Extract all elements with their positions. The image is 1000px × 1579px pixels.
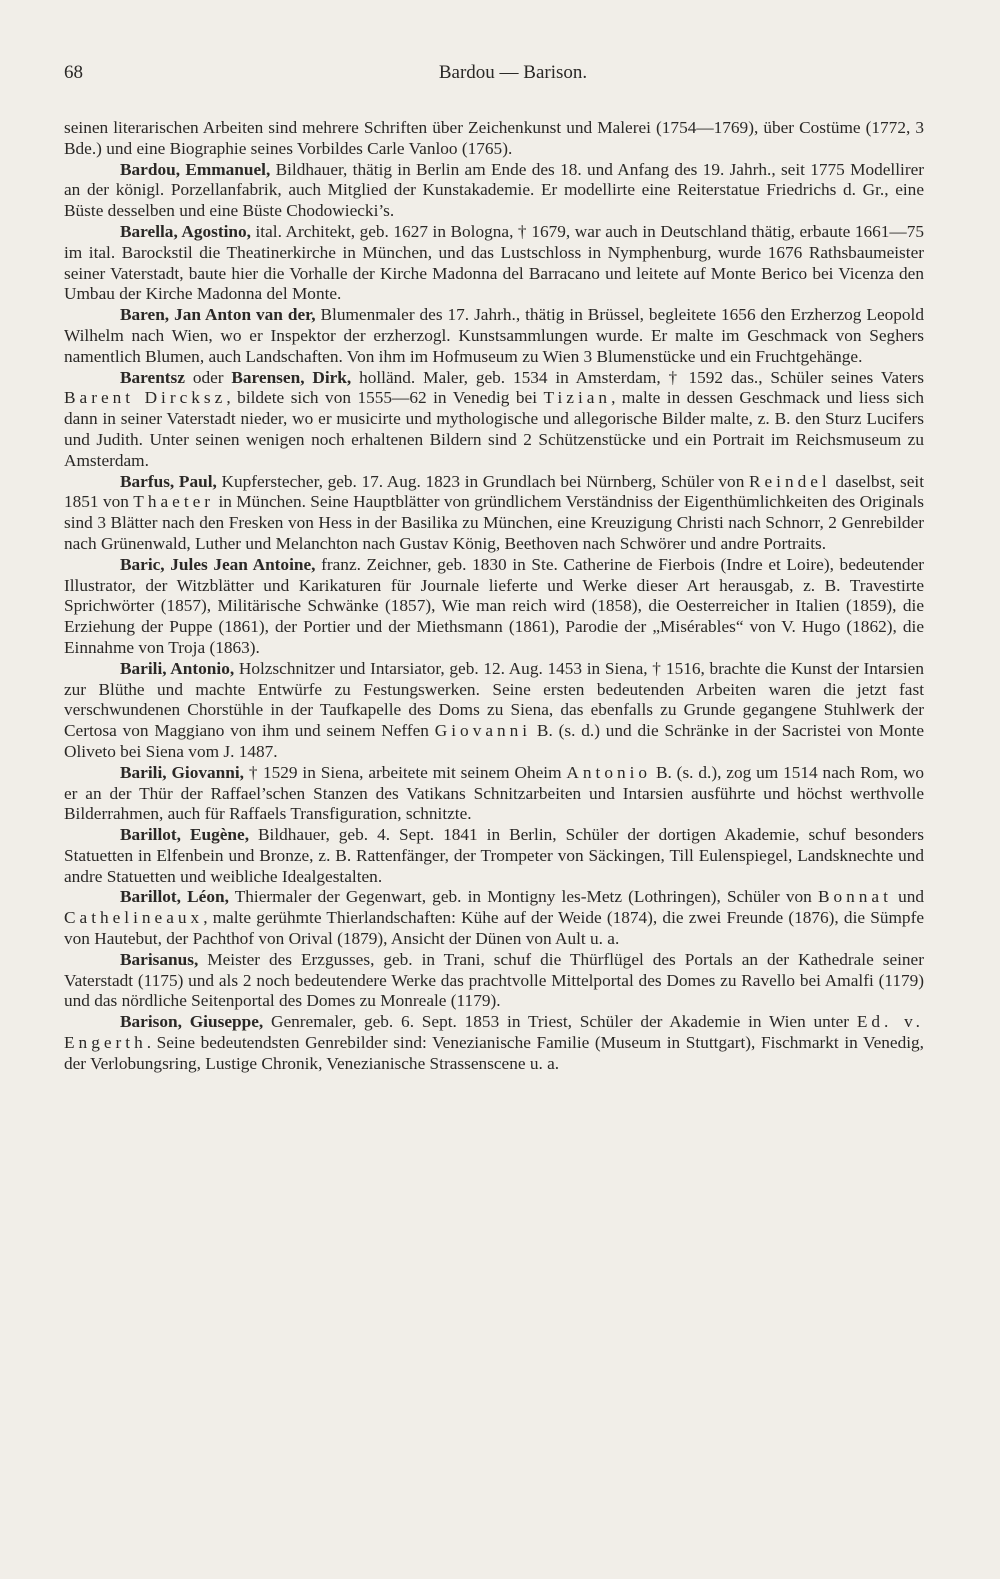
entry-bardou: Bardou, Emmanuel, Bildhauer, thätig in Berlin am Ende des 18. und Anfang des 19. Jahrh., seit 1775 Modellirer an der königl. Porzellanfabrik, auch Mitglied der Kunstakademie. Er modellirte eine Reiterstatue Friedrichs d. Gr., eine Büste desselben und eine Büste Chodowiecki’s. bbox=[64, 159, 924, 221]
headword: Barfus, Paul, bbox=[120, 471, 217, 491]
headword: Barillot, Eugène, bbox=[120, 825, 250, 845]
entry-barili-antonio: Barili, Antonio, Holzschnitzer und Intarsiator, geb. 12. Aug. 1453 in Siena, † 1516, brachte die Kunst der Intarsien zur Blüthe und machte Entwürfe zu Festungswerken. Seine ersten bedeutenden Arbeiten waren die jetzt fast verschwundenen Chorstühle in der Taufkapelle des Doms zu Siena, das ebenfalls zu Grunde gegangene Stuhlwerk der Certosa von Maggiano von ihm und seinem Neffen Giovanni B. (s. d.) und die Schränke in der Sacristei von Monte Oliveto bei Siena vom J. 1487. bbox=[64, 658, 924, 761]
entry-barison: Barison, Giuseppe, Genremaler, geb. 6. Sept. 1853 in Triest, Schüler der Akademie in Wien unter Ed. v. Engerth. Seine bedeutendsten Genrebilder sind: Venezianische Familie (Museum in Stuttgart), Fischmarkt in Venedig, der Verlobungsring, Lustige Chronik, Venezianische Strassenscene u. a. bbox=[64, 1012, 924, 1073]
headword: Barili, Giovanni, bbox=[120, 762, 244, 782]
headword: Bardou, Emmanuel, bbox=[120, 159, 271, 179]
page-header bbox=[64, 62, 922, 88]
page-number: 68 bbox=[64, 62, 83, 83]
headword: Barella, Agostino, bbox=[120, 221, 251, 241]
continuation-paragraph: seinen literarischen Arbeiten sind mehrere Schriften über Zeichenkunst und Malerei (1754—1769), über Costüme (1772, 3 Bde.) und eine Biographie seines Vorbildes Carle Vanloo (1765). bbox=[64, 118, 924, 158]
headword: Barentsz bbox=[120, 367, 185, 387]
entry-barisanus: Barisanus, Meister des Erzgusses, geb. in Trani, schuf die Thürflügel des Portals an der Kathedrale seiner Vaterstadt (1175) und als 2 noch bedeutendere Werke das prachtvolle Mittelportal des Domes zu Ravello bei Amalfi (1179) und das nördliche Seitenportal des Domes zu Monreale (1179). bbox=[64, 949, 924, 1011]
entry-baric: Baric, Jules Jean Antoine, franz. Zeichner, geb. 1830 in Ste. Catherine de Fierbois (Indre et Loire), bedeutender Illustrator, der Witzblätter und Karikaturen für Journale lieferte und Werke dieser Art herausgab, z. B. Travestirte Sprichwörter (1857), Militärische Schwänke (1857), Wie man reich wird (1858), die Oesterreicher in Italien (1859), die Erziehung der Puppe (1861), der Portier und der Miethsmann (1861), Parodie der „Misérables“ von V. Hugo (1862), die Einnahme von Troja (1863). bbox=[64, 554, 924, 657]
headword: Barisanus, bbox=[120, 949, 199, 969]
entry-baren: Baren, Jan Anton van der, Blumenmaler des 17. Jahrh., thätig in Brüssel, begleitete 1656 den Erzherzog Leopold Wilhelm nach Wien, wo er Inspektor der erzherzogl. Kunstsammlungen wurde. Er malte im Geschmack von Seghers namentlich Blumen, auch Landschaften. Von ihm im Hofmuseum zu Wien 3 Blumenstücke und ein Fruchtgehänge. bbox=[64, 305, 924, 366]
headword: Baren, Jan Anton van der, bbox=[120, 305, 316, 325]
entry-barfus: Barfus, Paul, Kupferstecher, geb. 17. Aug. 1823 in Grundlach bei Nürnberg, Schüler von Reindel daselbst, seit 1851 von Thaeter in München. Seine Hauptblätter von gründlichem Verständniss der Eigenthümlichkeiten des Originals sind 3 Blätter nach den Fresken von Hess in der Basilika zu München, eine Kreuzigung Christi nach Schnorr, 2 Genrebilder nach Grünenwald, Luther und Melanchton nach Gustav König, Beethoven nach Schwörer und andre Portraits. bbox=[64, 471, 925, 553]
headword: Barensen, Dirk, bbox=[231, 367, 352, 387]
headword: Barison, Giuseppe, bbox=[120, 1012, 264, 1032]
entry-barillot-eugene: Barillot, Eugène, Bildhauer, geb. 4. Sept. 1841 in Berlin, Schüler der dortigen Akademie, schuf besonders Statuetten in Elfenbein und Bronze, z. B. Rattenfänger, der Trompeter von Säckingen, Till Eulenspiegel, Landsknechte und andre Statuetten und weibliche Idealgestalten. bbox=[64, 825, 924, 886]
entry-barillot-leon: Barillot, Léon, Thiermaler der Gegenwart, geb. in Montigny les-Metz (Lothringen), Schüler von Bonnat und Cathelineaux, malte gerühmte Thierlandschaften: Kühe auf der Weide (1874), die zwei Freunde (1876), die Sümpfe von Hautebut, der Pachthof von Orival (1879), Ansicht der Dünen von Ault u. a. bbox=[64, 887, 924, 949]
headword: Barili, Antonio, bbox=[120, 658, 235, 678]
headword: Barillot, Léon, bbox=[120, 887, 229, 907]
headword: Baric, Jules Jean Antoine, bbox=[120, 554, 316, 574]
body-text bbox=[64, 118, 924, 1075]
entry-barentsz: Barentsz oder Barensen, Dirk, holländ. Maler, geb. 1534 in Amsterdam, † 1592 das., Schüler seines Vaters Barent Dircksz, bildete sich von 1555—62 in Venedig bei Tizian, malte in dessen Geschmack und liess sich dann in seiner Vaterstadt nieder, wo er musicirte und mythologische und allegorische Bilder malte, z. B. den Sturz Lucifers und Judith. Unter seinen wenigen noch erhaltenen Bildern sind 2 Schützenstücke und ein Portrait im Reichsmuseum zu Amsterdam. bbox=[64, 367, 925, 470]
entry-barili-giovanni: Barili, Giovanni, † 1529 in Siena, arbeitete mit seinem Oheim Antonio B. (s. d.), zog um 1514 nach Rom, wo er an der Thür der Raffael’schen Stanzen des Vatikans Schnitzarbeiten und Intarsien ausführte und höchst werthvolle Bilderrahmen, auch für Raffaels Transfiguration, schnitzte. bbox=[64, 762, 925, 824]
running-head: Bardou — Barison. bbox=[438, 62, 588, 83]
entry-barella: Barella, Agostino, ital. Architekt, geb. 1627 in Bologna, † 1679, war auch in Deutschland thätig, erbaute 1661—75 im ital. Barockstil die Theatinerkirche in München, und das Lustschloss in Nymphenburg, wurde 1676 Rathsbaumeister seiner Vaterstadt, baute hier die Vorhalle der Kirche Madonna del Barracano und leitete auf Monte Berico bei Vicenza den Umbau der Kirche Madonna del Monte. bbox=[64, 221, 924, 304]
